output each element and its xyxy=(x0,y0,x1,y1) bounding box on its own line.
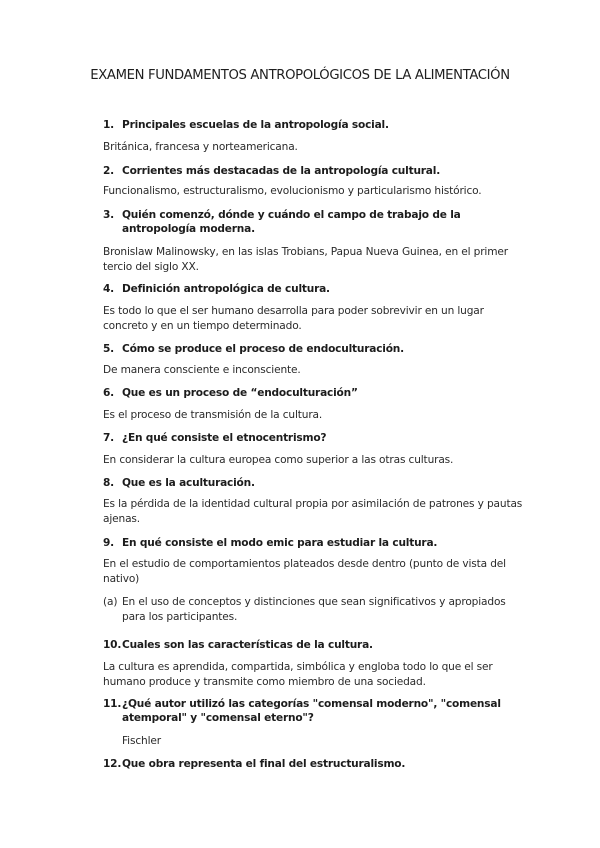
question-text: Cómo se produce el proceso de endoculturación. xyxy=(122,343,404,355)
question-2 xyxy=(103,164,441,178)
question-text: En qué consiste el modo emic para estudiar la cultura. xyxy=(122,537,438,549)
page-title: EXAMEN FUNDAMENTOS ANTROPOLÓGICOS DE LA ALIMENTACIÓN xyxy=(90,68,510,83)
question-number: 2. xyxy=(103,165,114,177)
question-number: 1. xyxy=(103,119,114,131)
question-4 xyxy=(103,282,330,296)
answer-1: Británica, francesa y norteamericana. xyxy=(103,141,298,153)
question-number: 12. xyxy=(103,758,122,770)
sub-marker: (a) xyxy=(103,596,118,608)
question-3 xyxy=(103,208,461,235)
question-number: 7. xyxy=(103,432,114,444)
question-5 xyxy=(103,342,404,356)
sub-answer-text: En el uso de conceptos y distinciones que sean significativos y apropiados para los participantes. xyxy=(122,596,506,623)
question-12 xyxy=(103,757,406,771)
question-text: Que obra representa el final del estructuralismo. xyxy=(122,758,406,770)
question-8 xyxy=(103,476,255,490)
question-9 xyxy=(103,536,438,550)
question-number: 3. xyxy=(103,209,114,221)
question-text: Cuales son las características de la cultura. xyxy=(122,639,373,651)
answer-6: Es el proceso de transmisión de la cultura. xyxy=(103,409,323,421)
question-text: ¿En qué consiste el etnocentrismo? xyxy=(122,432,327,444)
question-number: 8. xyxy=(103,477,114,489)
question-number: 9. xyxy=(103,537,114,549)
answer-11: Fischler xyxy=(122,735,161,747)
question-7 xyxy=(103,431,327,445)
answer-10: La cultura es aprendida, compartida, simbólica y engloba todo lo que el ser humano produce y transmite como miembro de una sociedad. xyxy=(103,661,493,688)
question-text: Que es la aculturación. xyxy=(122,477,255,489)
answer-8: Es la pérdida de la identidad cultural propia por asimilación de patrones y pautas ajenas. xyxy=(103,498,523,525)
question-text: Principales escuelas de la antropología social. xyxy=(122,119,389,131)
answer-7: En considerar la cultura europea como superior a las otras culturas. xyxy=(103,454,454,466)
question-1 xyxy=(103,118,389,132)
answer-5: De manera consciente e inconsciente. xyxy=(103,364,301,376)
question-text: Que es un proceso de “endoculturación” xyxy=(122,387,358,399)
question-text: Corrientes más destacadas de la antropología cultural. xyxy=(122,165,441,177)
question-10 xyxy=(103,638,373,652)
question-text: Definición antropológica de cultura. xyxy=(122,283,330,295)
answer-2: Funcionalismo, estructuralismo, evolucionismo y particularismo histórico. xyxy=(103,185,482,197)
answer-3: Bronislaw Malinowsky, en las islas Trobians, Papua Nueva Guinea, en el primer tercio del siglo XX. xyxy=(103,246,508,273)
question-11 xyxy=(103,697,501,724)
question-number: 4. xyxy=(103,283,114,295)
question-number: 5. xyxy=(103,343,114,355)
answer-9: En el estudio de comportamientos plateados desde dentro (punto de vista del nativo) xyxy=(103,558,506,585)
question-6 xyxy=(103,386,358,400)
answer-4: Es todo lo que el ser humano desarrolla para poder sobrevivir en un lugar concreto y en un tiempo determinado. xyxy=(103,305,484,332)
question-text: Quién comenzó, dónde y cuándo el campo de trabajo de la antropología moderna. xyxy=(122,209,461,235)
question-number: 11. xyxy=(103,698,122,710)
question-number: 6. xyxy=(103,387,114,399)
question-number: 10. xyxy=(103,639,122,651)
question-text: ¿Qué autor utilizó las categorías "comensal moderno", "comensal atemporal" y "comensal eterno"? xyxy=(122,698,501,724)
